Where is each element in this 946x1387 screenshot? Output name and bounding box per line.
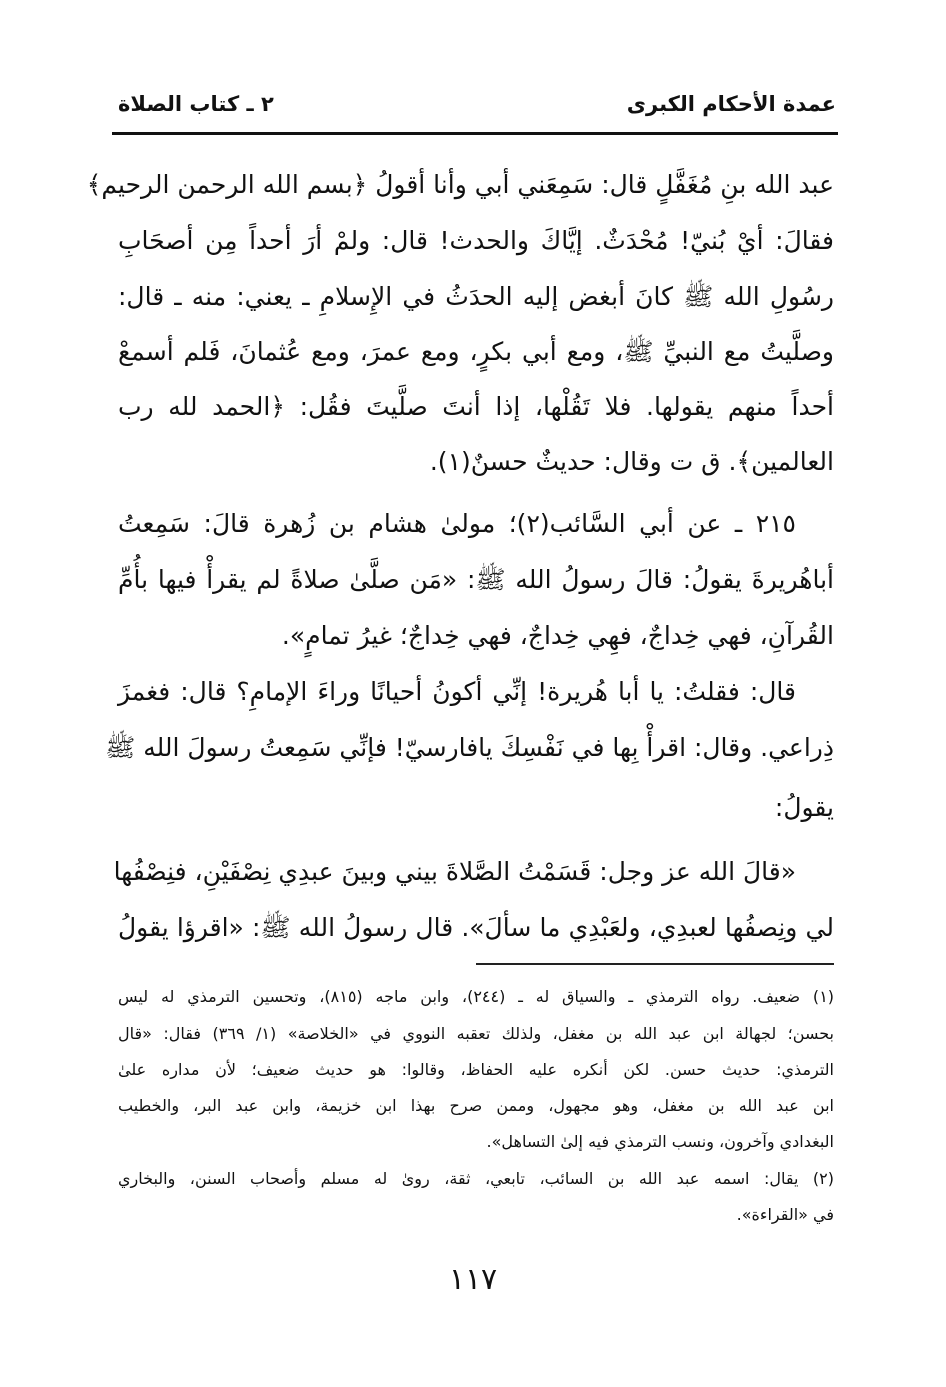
text-line: أحداً منهم يقولها. فلا تَقُلْها، إذا أنتَ صلَّيتَ فقُل: ﴿الحمد لله رب [118, 392, 834, 421]
footnote-line: (٢) يقال: اسمه عبد الله بن السائب، تابعي، ثقة، روىٰ له مسلم وأصحاب السنن، والبخاري [118, 1169, 834, 1188]
chapter-title: ٢ ـ كتاب الصلاة [118, 92, 274, 116]
text-line: «قالَ الله عز وجل: قَسَمْتُ الصَّلاةَ بيني وبينَ عبدِي نِصْفَيْنِ، فنِصْفُها [113, 857, 796, 886]
text-line: القُرآنِ، فهي خِداجٌ، فهِي خِداجٌ، فهي خِداجٌ؛ غيرُ تمامٍ». [281, 621, 834, 650]
footnote-rule [476, 963, 834, 965]
text-line: قال: فقلتُ: يا أبا هُريرة! إنِّي أكونُ أحيانًا وراءَ الإمامِ؟ قال: فغمزَ [118, 677, 796, 706]
footnote-line: الترمذي: حديث حسن. لكن أنكره عليه الحفاظ، وقالوا: هو حديث ضعيف؛ لأن مداره علىٰ [118, 1060, 834, 1079]
text-line: رسُولِ الله ﷺ كانَ أبغض إليه الحدَثُ في الإِسلامِ ـ يعني: منه ـ قال: [118, 282, 834, 311]
hadith-number-line: ٢١٥ ـ عن أبي السَّائب(٢)؛ مولىٰ هشام بن زُهرة قالَ: سَمِعتُ [118, 509, 796, 538]
footnote-line: في «القراءة». [736, 1205, 834, 1224]
text-line: العالمين﴾. ق ت وقال: حديثٌ حسنٌ(١). [429, 447, 834, 476]
page-number: ١١٧ [448, 1262, 498, 1297]
text-line: أباهُريرةَ يقولُ: قالَ رسولُ الله ﷺ: «مَن صلَّىٰ صلاةً لم يقرأْ فيها بأُمِّ [118, 565, 834, 594]
book-title: عمدة الأحكام الكبرى [626, 92, 836, 116]
footnote-line: (١) ضعيف. رواه الترمذي ـ والسياق له ـ (٢٤٤)، وابن ماجه (٨١٥)، وتحسين الترمذي له ليس [118, 987, 835, 1006]
text-line: لي ونِصفُها لعبدِي، ولعَبْدِي ما سألَ». قال رسولُ الله ﷺ: «اقرؤا يقولُ [118, 913, 834, 942]
text-line: عبد الله بنِ مُغَفَّلٍ قال: سَمِعَني أبي وأنا أقولُ ﴿بسم الله الرحمن الرحيم﴾ [86, 170, 834, 199]
text-line: ذِراعي. وقال: اقرأْ بِها في نَفْسِكَ يافارسيّ! فإنِّي سَمِعتُ رسولَ الله ﷺ [105, 733, 834, 762]
text-line: وصلَّيتُ مع النبيِّ ﷺ، ومع أبي بكرٍ، ومع عمرَ، ومع عُثمانَ، فَلم أسمعْ [118, 337, 834, 366]
footnote-line: البغدادي وآخرون، ونسب الترمذي فيه إلىٰ التساهل». [486, 1132, 834, 1151]
footnote-line: بحسن؛ لجهالة ابن عبد الله بن مغفل، ولذلك تعقبه النووي في «الخلاصة» (١/ ٣٦٩) فقال: «قال [118, 1024, 834, 1043]
text-line: فقالَ: أيْ بُنيّ! مُحْدَثٌ. إيَّاكَ والحدث! قال: ولمْ أرَ أحداً مِن أصحَابِ [118, 226, 834, 255]
text-line: يقولُ: [774, 793, 834, 822]
header-rule [112, 132, 838, 135]
footnote-line: ابن عبد الله بن مغفل، وهو مجهول، وممن صرح بهذا ابن خزيمة، وابن عبد البر، والخطيب [118, 1096, 834, 1115]
